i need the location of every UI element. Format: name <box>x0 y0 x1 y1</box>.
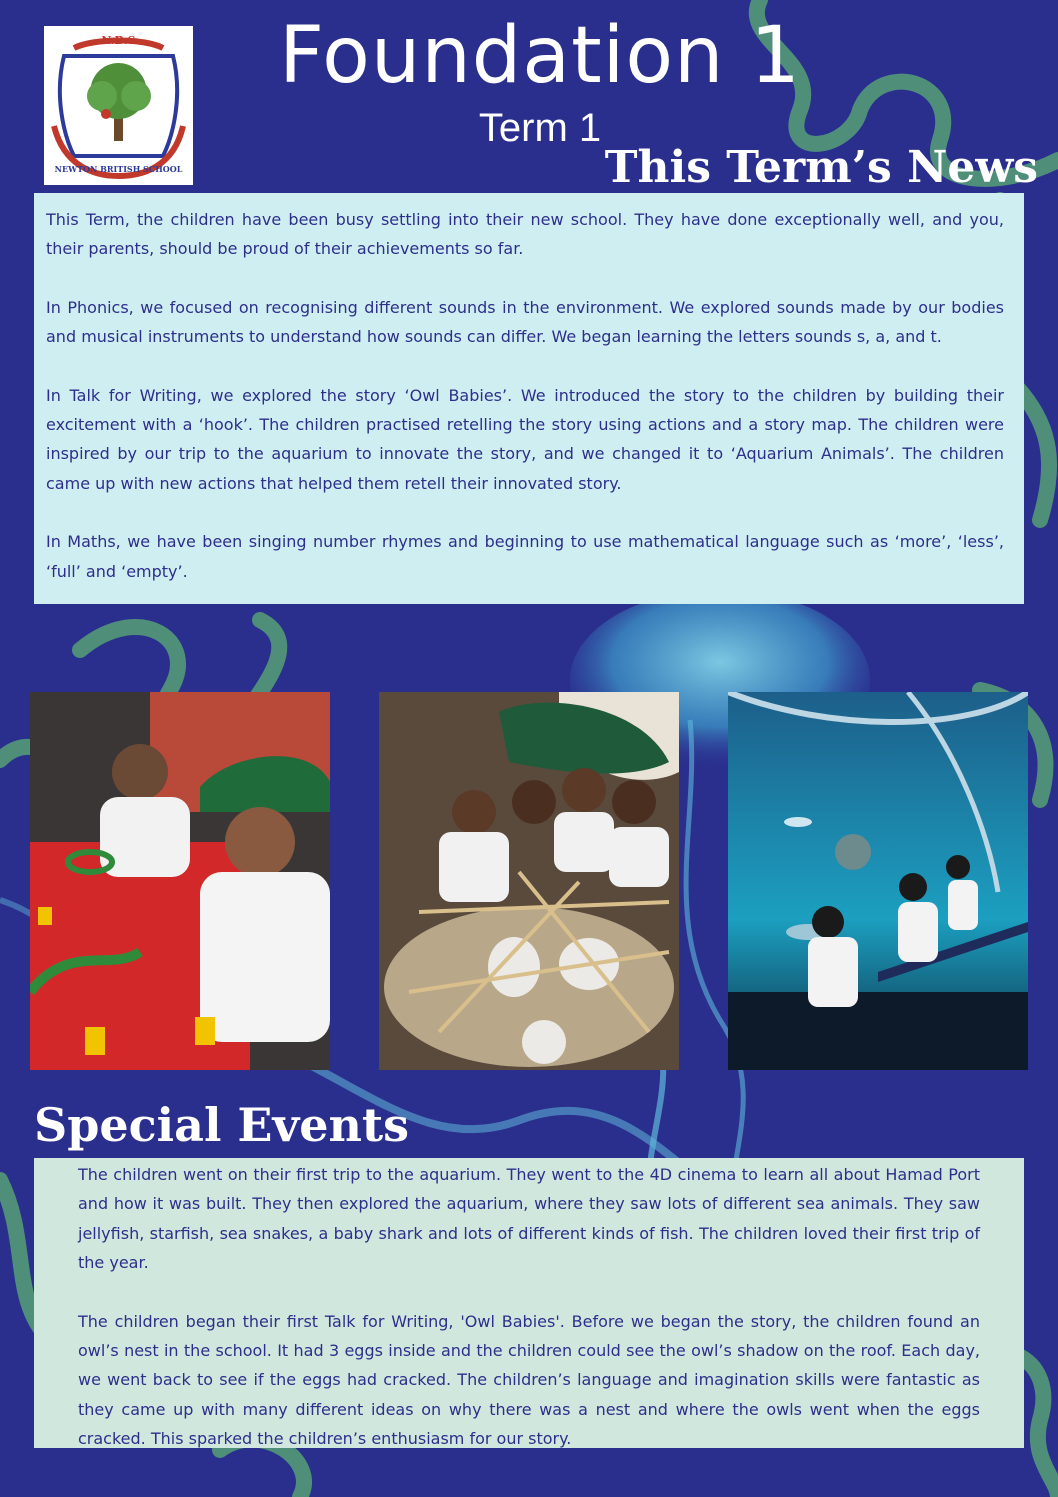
page-title: Foundation 1 <box>279 11 801 101</box>
news-paragraph: This Term, the children have been busy settling into their new school. They have done exceptionally well, and you, their parents, should be proud of their achievements so far. <box>46 210 1004 259</box>
events-box <box>34 1158 1024 1448</box>
photo-aquarium-trip <box>728 692 1028 1070</box>
photo-owl-nest <box>379 692 679 1070</box>
news-paragraph: In Talk for Writing, we explored the story ‘Owl Babies’. We introduced the story to the children by building their excitement with a ‘hook’. The children practised retelling the story using actions and a story map. The children were inspired by our trip to the aquarium to innovate the story, and we changed it to ‘Aquarium Animals’. The children came up with new actions that helped them retell their innovated story. <box>46 385 1004 493</box>
events-heading: Special Events <box>34 1098 410 1152</box>
news-paragraph: In Maths, we have been singing number rhymes and beginning to use mathematical language such as ‘more’, ‘less’, ‘full’ and ‘empty’. <box>46 532 1004 581</box>
school-logo <box>44 26 193 185</box>
news-heading: This Term’s News <box>604 142 1038 193</box>
news-box <box>34 193 1024 604</box>
photo-craft-activity <box>30 692 330 1070</box>
page-subtitle: Term 1 <box>478 106 602 150</box>
events-paragraph: The children began their first Talk for Writing, 'Owl Babies'. Before we began the story, the children found an owl’s nest in the school. It had 3 eggs inside and the children could see the owl’s shadow on the roof. Each day, we went back to see if the eggs had cracked. The children’s language and imagination skills were fantastic as they came up with many different ideas on why there was a nest and where the owls went when the eggs cracked. This sparked the children’s enthusiasm for our story. <box>78 1311 980 1449</box>
news-paragraph: In Phonics, we focused on recognising different sounds in the environment. We explored sounds made by our bodies and musical instruments to understand how sounds can differ. We began learning the letters sounds s, a, and t. <box>46 297 1004 347</box>
events-paragraph: The children went on their first trip to the aquarium. They went to the 4D cinema to learn all about Hamad Port and how it was built. They then explored the aquarium, where they saw lots of different sea animals. They saw jellyfish, starfish, sea snakes, a baby shark and lots of different kinds of fish. The children loved their first trip of the year. <box>78 1165 980 1273</box>
logo-text-bottom: NEWTON BRITISH SCHOOL <box>54 164 183 174</box>
logo-text-top: N.B.S <box>101 34 136 47</box>
